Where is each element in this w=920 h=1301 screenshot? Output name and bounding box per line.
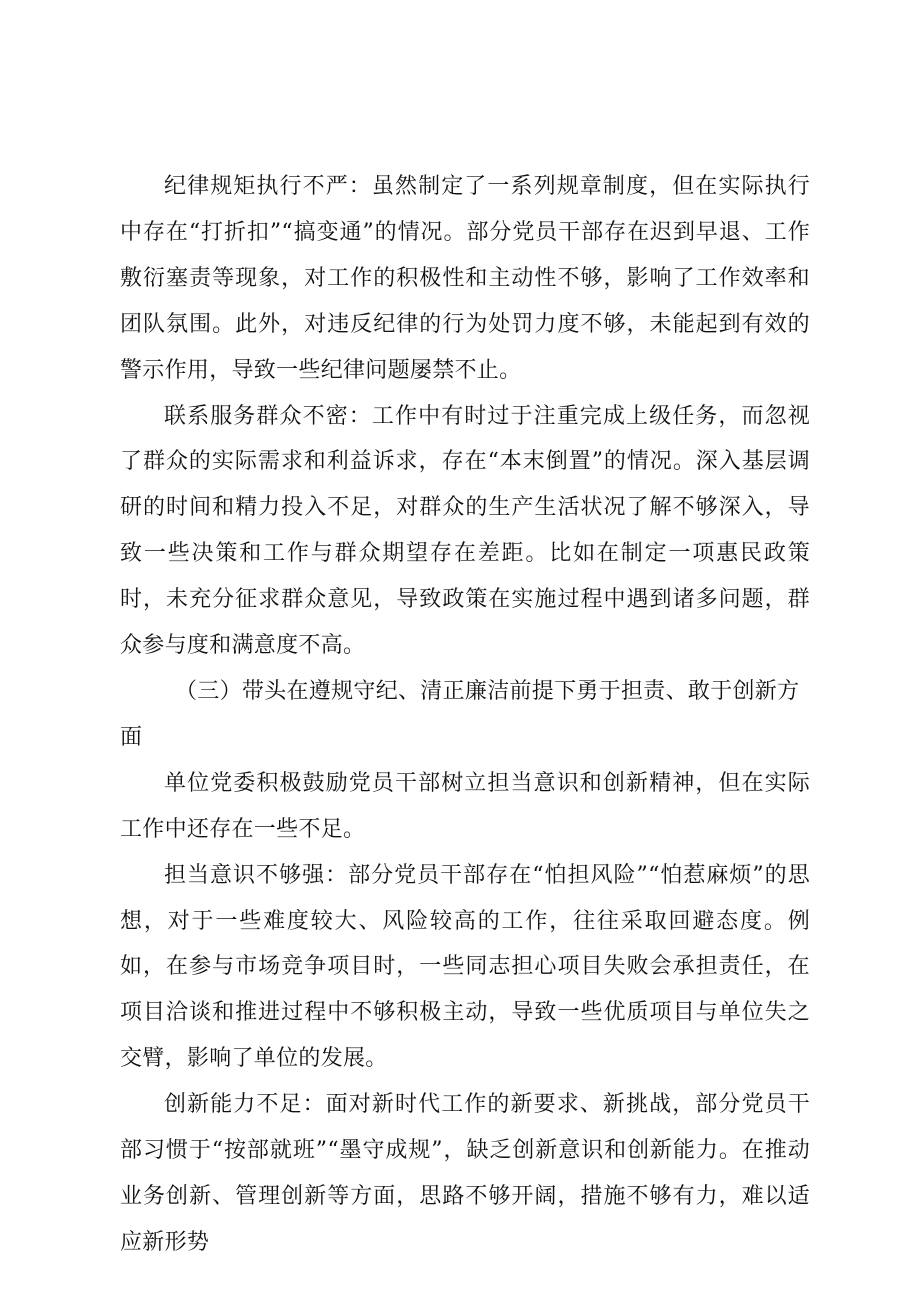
paragraph-innovation: 创新能力不足：面对新时代工作的新要求、新挑战，部分党员干部习惯于“按部就班”“墨守成规”，缺乏创新意识和创新能力。在推动业务创新、管理创新等方面，思路不够开阔，措施不够有力，难以适应新形势 (120, 1092, 810, 1255)
paragraph-mass-service: 联系服务群众不密：工作中有时过于注重完成上级任务，而忽视了群众的实际需求和利益诉求，存在“本末倒置”的情况。深入基层调研的时间和精力投入不足，对群众的生产生活状况了解不够深入，导致一些决策和工作与群众期望存在差距。比如在制定一项惠民政策时，未充分征求群众意见，导致政策在实施过程中遇到诸多问题，群众参与度和满意度不高。 (120, 403, 810, 659)
paragraph-responsibility: 担当意识不够强：部分党员干部存在“怕担风险”“怕惹麻烦”的思想，对于一些难度较大、风险较高的工作，往往采取回避态度。例如，在参与市场竞争项目时，一些同志担心项目失败会承担责任，在项目洽谈和推进过程中不够积极主动，导致一些优质项目与单位失之交臂，影响了单位的发展。 (120, 862, 810, 1072)
paragraph-intro: 单位党委积极鼓励党员干部树立担当意识和创新精神，但在实际工作中还存在一些不足。 (120, 770, 810, 842)
section-heading-3: （三）带头在遵规守纪、清正廉洁前提下勇于担责、敢于创新方面 (120, 678, 800, 750)
document-body (120, 164, 810, 1266)
paragraph-discipline: 纪律规矩执行不严：虽然制定了一系列规章制度，但在实际执行中存在“打折扣”“搞变通”的情况。部分党员干部存在迟到早退、工作敷衍塞责等现象，对工作的积极性和主动性不够，影响了工作效率和团队氛围。此外，对违反纪律的行为处罚力度不够，未能起到有效的警示作用，导致一些纪律问题屡禁不止。 (120, 174, 810, 383)
